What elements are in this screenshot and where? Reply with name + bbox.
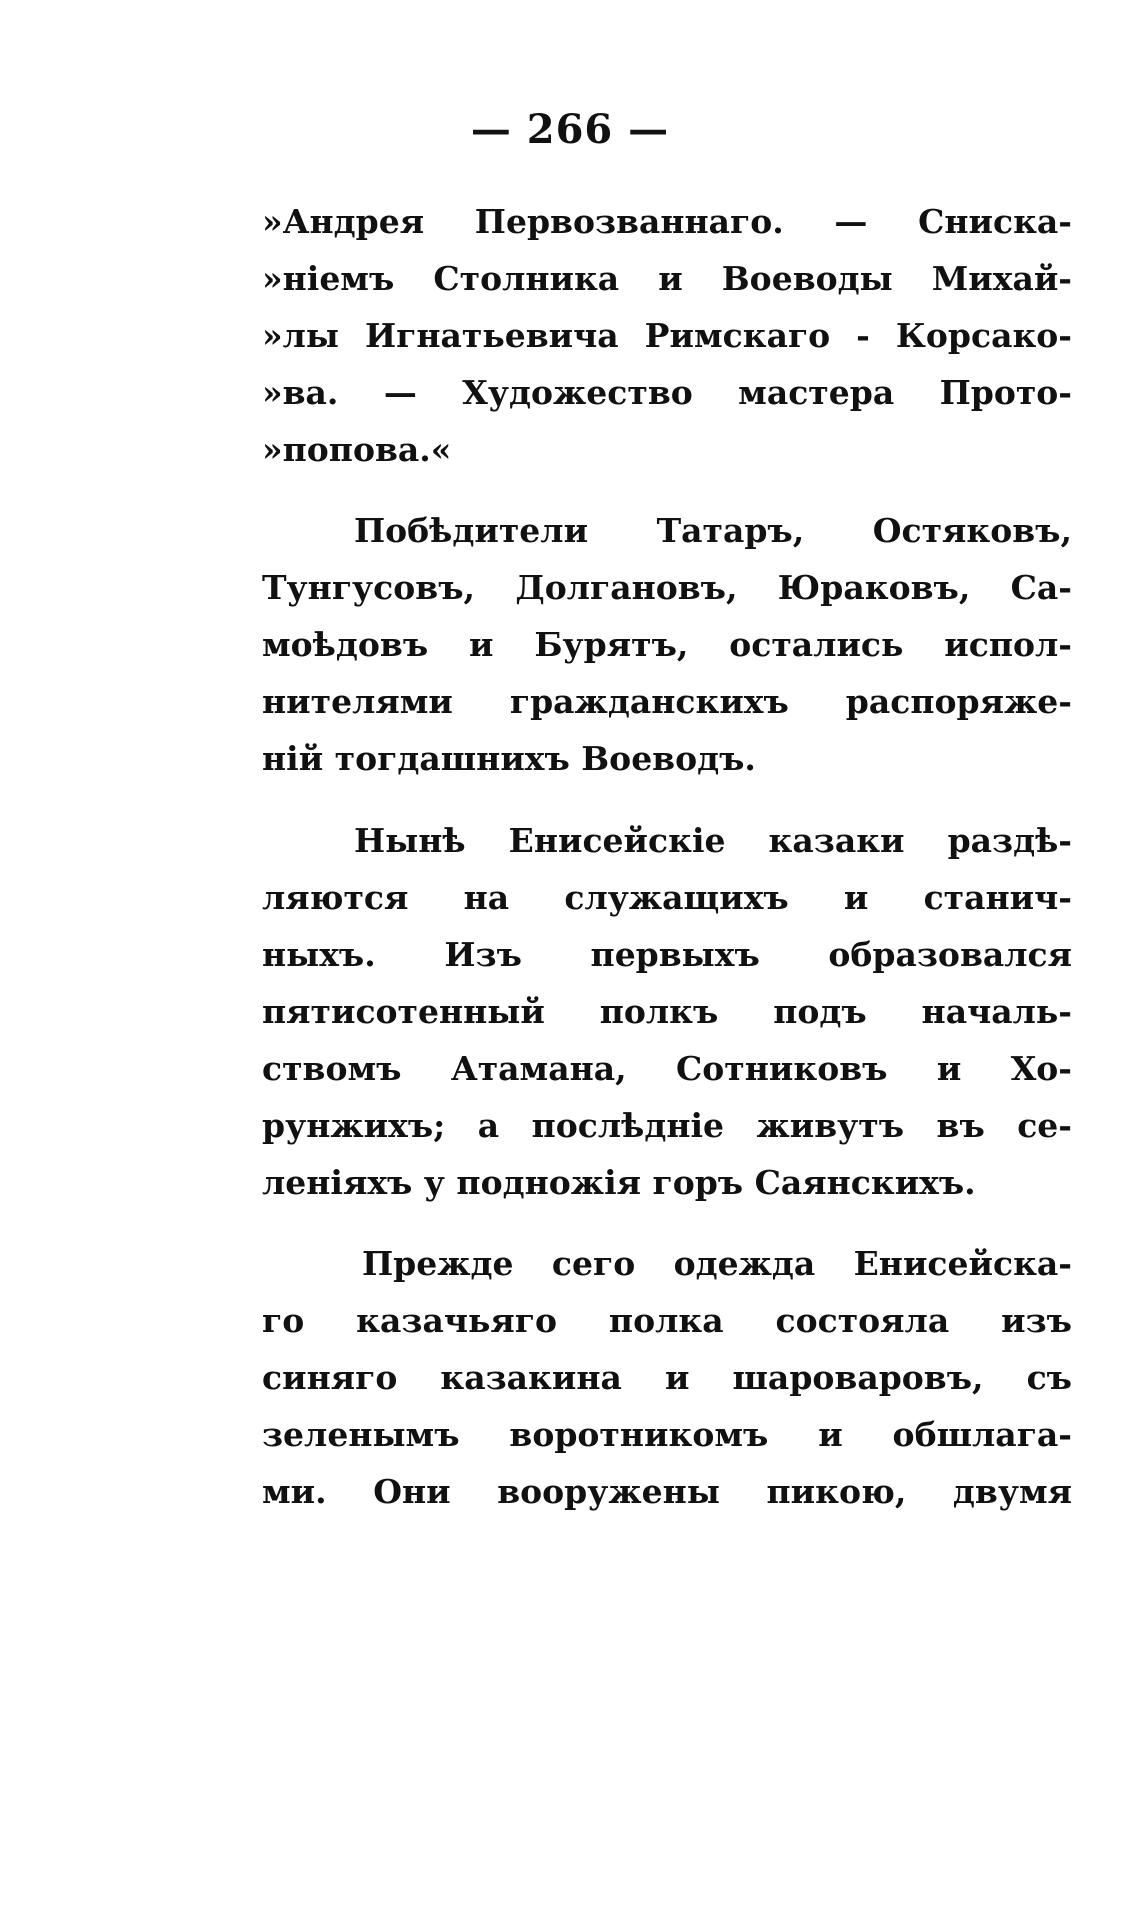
text-line: ныхъ. Изъ первыхъ образовался: [262, 935, 1072, 974]
page-number: — 266 —: [470, 106, 670, 153]
text-line: »ніемъ Столника и Воеводы Михай-: [262, 259, 1072, 298]
text-line: Тунгусовъ, Долгановъ, Юраковъ, Са-: [262, 568, 1072, 607]
text-line: рунжихъ; а послѣдніе живутъ въ се-: [262, 1106, 1072, 1145]
text-line: ми. Они вооружены пикою, двумя: [262, 1472, 1072, 1511]
text-line: моѣдовъ и Бурятъ, остались испол-: [262, 625, 1072, 664]
paragraph-3: [262, 812, 1072, 1211]
text-line: ляются на служащихъ и станич-: [262, 878, 1072, 917]
text-line: леніяхъ у подножія горъ Саянскихъ.: [262, 1163, 976, 1202]
text-line: »Андрея Первозваннаго. — Сниска-: [262, 202, 1072, 241]
text-line: ній тогдашнихъ Воеводъ.: [262, 739, 756, 778]
text-line: Побѣдители Татаръ, Остяковъ,: [354, 511, 1072, 550]
text-line: синяго казакина и шароваровъ, съ: [262, 1358, 1072, 1397]
text-line: Прежде сего одежда Енисейска-: [362, 1244, 1072, 1283]
text-line: »лы Игнатьевича Римскаго - Корсако-: [262, 316, 1072, 355]
text-line: зеленымъ воротникомъ и обшлага-: [262, 1415, 1072, 1454]
paragraph-1: [262, 193, 1072, 478]
text-line: »ва. — Художество мастера Прото-: [262, 373, 1072, 412]
text-line: пятисотенный полкъ подъ началь-: [262, 992, 1072, 1031]
paragraph-4: [262, 1235, 1072, 1520]
text-line: нителями гражданскихъ распоряже-: [262, 682, 1072, 721]
paragraph-2: [262, 502, 1072, 787]
text-line: го казачьяго полка состояла изъ: [262, 1301, 1072, 1340]
text-line: »попова.«: [262, 430, 452, 469]
text-line: ствомъ Атамана, Сотниковъ и Хо-: [262, 1049, 1072, 1088]
text-line: Нынѣ Енисейскіе казаки раздѣ-: [354, 821, 1072, 860]
